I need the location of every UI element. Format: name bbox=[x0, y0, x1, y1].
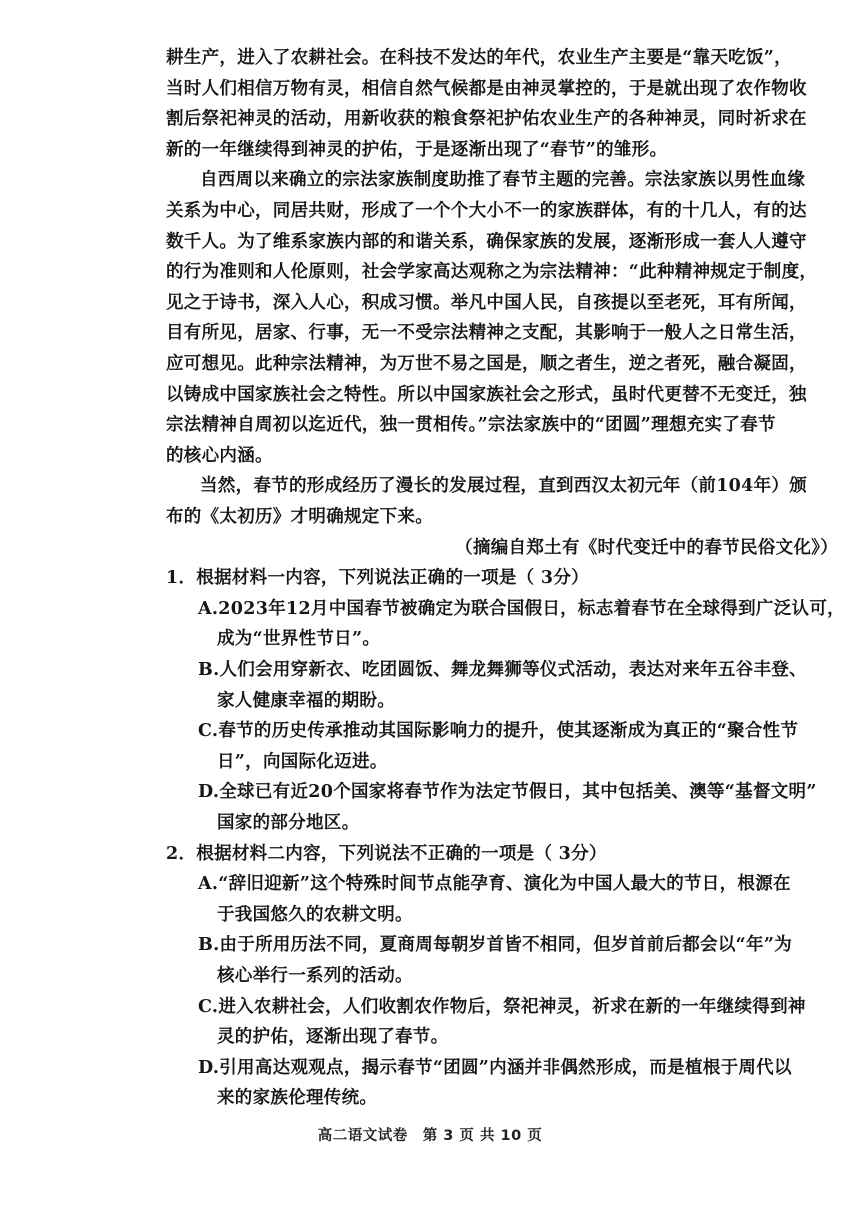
passage-p2-line-5: 见之于诗书，深入人心，积成习惯。举凡中国人民，自孩提以至老死，耳有所闻， bbox=[166, 292, 807, 313]
passage-p2-line-9: 宗法精神自周初以迄近代，独一贯相传。”宗法家族中的“团圆”理想充实了春节 bbox=[166, 415, 776, 436]
passage-p2-line-4: 的行为准则和人伦原则，社会学家高达观称之为宗法精神：“此种精神规定于制度， bbox=[166, 262, 818, 283]
question-2-option-c-cont: 灵的护佑，逐渐出现了春节。 bbox=[217, 1027, 449, 1048]
question-2-option-a: A.“辞旧迎新”这个特殊时间节点能孕育、演化为中国人最大的节日，根源在 bbox=[198, 874, 791, 895]
question-1-option-b-cont: 家人健康幸福的期盼。 bbox=[217, 690, 395, 711]
question-1-option-b: B.人们会用穿新衣、吃团圆饭、舞龙舞狮等仪式活动，表达对来年五谷丰登、 bbox=[198, 660, 807, 680]
passage-p1-line-3: 割后祭祀神灵的活动，用新收获的粮食祭祀护佑农业生产的各种神灵，同时祈求在 bbox=[166, 109, 807, 130]
question-1-option-d-cont: 国家的部分地区。 bbox=[217, 813, 360, 833]
passage-p3-line-2: 布的《太初历》才明确规定下来。 bbox=[166, 507, 433, 527]
passage-p2-line-8: 以铸成中国家族社会之特性。所以中国家族社会之形式，虽时代更替不无变迁，独 bbox=[166, 384, 807, 405]
passage-p1-line-1: 耕生产，进入了农耕社会。在科技不发达的年代，农业生产主要是“靠天吃饭”， bbox=[166, 48, 792, 68]
source-citation: （摘编自郑土有《时代变迁中的春节民俗文化》） bbox=[455, 537, 838, 558]
page-footer: 高二语文试卷 第 3 页 共 10 页 bbox=[317, 1128, 543, 1145]
passage-p1-line-4: 新的一年继续得到神灵的护佑，于是逐渐出现了“春节”的雏形。 bbox=[166, 139, 668, 160]
question-2-option-b: B.由于所用历法不同，夏商周每朝岁首皆不相同，但岁首前后都会以“年”为 bbox=[198, 935, 793, 956]
passage-p2-line-1: 自西周以来确立的宗法家族制度助推了春节主题的完善。宗法家族以男性血缘 bbox=[200, 170, 806, 191]
passage-p2-line-6: 目有所见，居家、行事，无一不受宗法精神之支配，其影响于一般人之日常生活， bbox=[166, 323, 807, 344]
question-2-option-d: D.引用高达观观点，揭示春节“团圆”内涵并非偶然形成，而是植根于周代以 bbox=[198, 1057, 792, 1078]
question-1-option-d: D.全球已有近20个国家将春节作为法定节假日，其中包括美、澳等“基督文明” bbox=[198, 782, 817, 803]
passage-p2-line-3: 数千人。为了维系家族内部的和谐关系，确保家族的发展，逐渐形成一套人人遵守 bbox=[166, 231, 807, 252]
question-2-option-d-cont: 来的家族伦理传统。 bbox=[217, 1088, 378, 1109]
question-1-option-c: C.春节的历史传承推动其国际影响力的提升，使其逐渐成为真正的“聚合性节 bbox=[198, 721, 799, 742]
question-1-option-a-cont: 成为“世界性节日”。 bbox=[217, 629, 381, 650]
question-1-stem: 1．根据材料一内容，下列说法正确的一项是（ 3分） bbox=[166, 568, 589, 589]
passage-p2-line-2: 关系为中心，同居共财，形成了一个个大小不一的家族群体，有的十几人，有的达 bbox=[166, 201, 807, 221]
question-2-option-a-cont: 于我国悠久的农耕文明。 bbox=[217, 904, 413, 925]
passage-p2-line-7: 应可想见。此种宗法精神，为万世不易之国是，顺之者生，逆之者死，融合凝固， bbox=[166, 354, 807, 374]
passage-p3-line-1: 当然，春节的形成经历了漫长的发展过程，直到西汉太初元年（前104年）颁 bbox=[200, 476, 808, 497]
passage-p2-line-10: 的核心内涵。 bbox=[166, 445, 273, 466]
question-1-option-a: A.2023年12月中国春节被确定为联合国假日，标志着春节在全球得到广泛认可， bbox=[198, 598, 845, 619]
question-2-option-c: C.进入农耕社会，人们收割农作物后，祭祀神灵，祈求在新的一年继续得到神 bbox=[198, 996, 806, 1017]
question-2-option-b-cont: 核心举行一系列的活动。 bbox=[217, 966, 413, 986]
question-1-option-c-cont: 日”，向国际化迈进。 bbox=[217, 751, 388, 772]
passage-p1-line-2: 当时人们相信万物有灵，相信自然气候都是由神灵掌控的，于是就出现了农作物收 bbox=[166, 78, 807, 99]
question-2-stem: 2．根据材料二内容，下列说法不正确的一项是（ 3分） bbox=[166, 843, 607, 864]
